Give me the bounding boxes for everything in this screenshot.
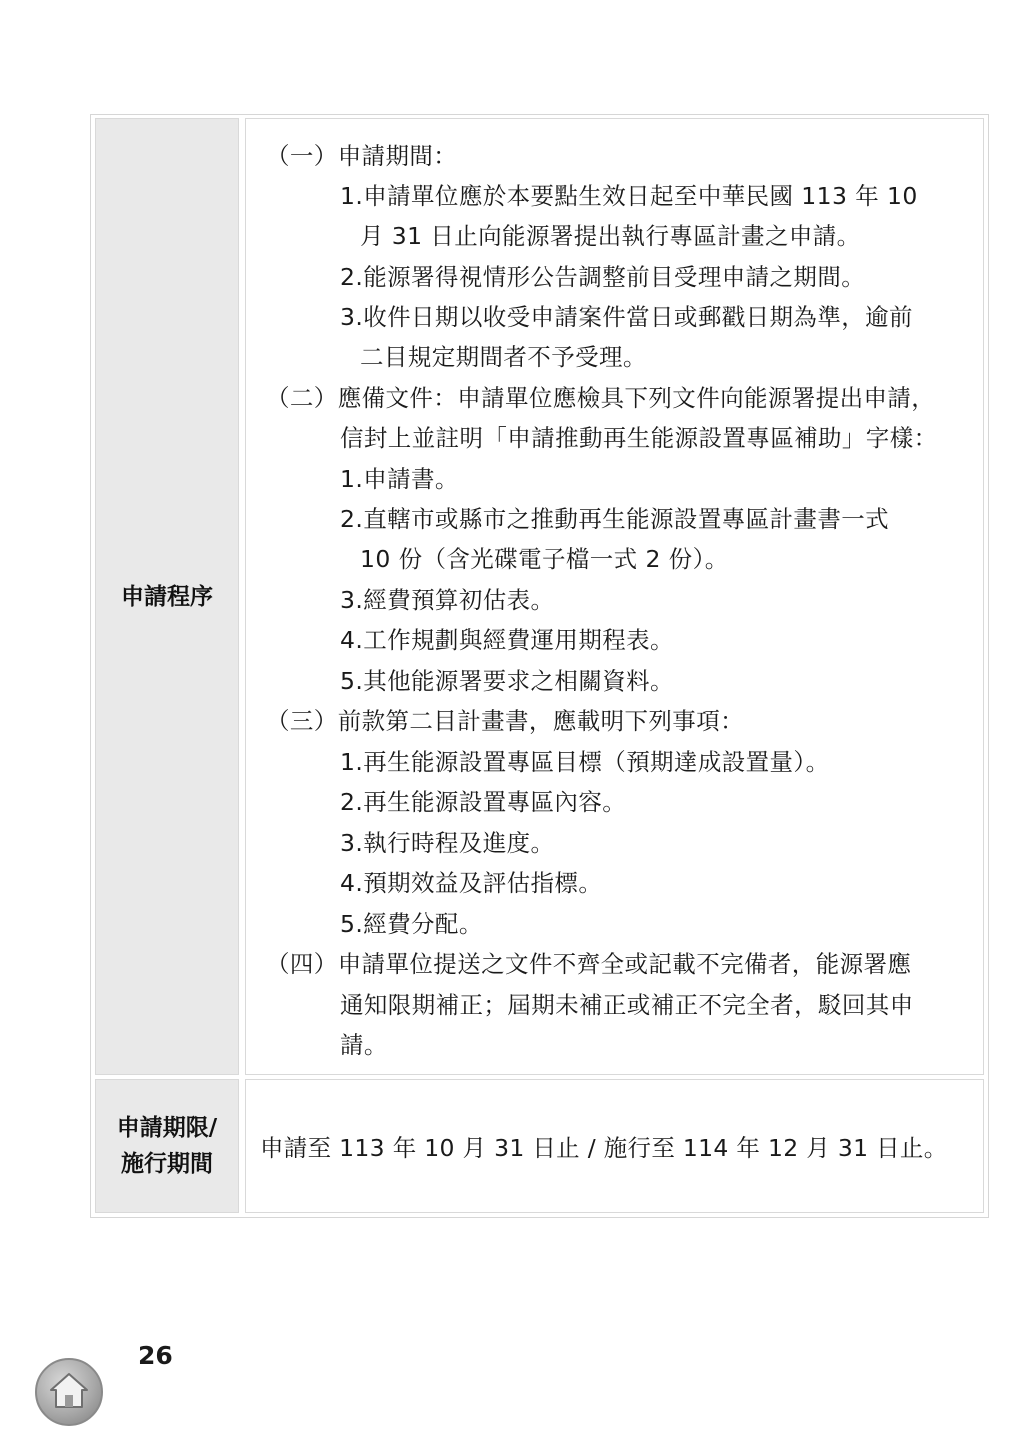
section-3-heading: （三）前款第二目計畫書，應載明下列事項： — [266, 707, 744, 735]
deadline-content — [245, 1079, 984, 1213]
section-2-item-5: 5.其他能源署要求之相關資料。 — [340, 667, 674, 695]
application-info-table — [90, 114, 989, 1218]
section-2-item-2: 2.直轄市或縣市之推動再生能源設置專區計畫書一式 — [340, 505, 890, 533]
section-4-heading-cont-2: 請。 — [340, 1031, 388, 1059]
section-3-item-5: 5.經費分配。 — [340, 910, 483, 938]
section-4-heading-cont: 通知限期補正；屆期未補正或補正不完全者，駁回其申 — [340, 991, 914, 1019]
section-2-item-1: 1.申請書。 — [340, 465, 459, 493]
section-3-item-3: 3.執行時程及進度。 — [340, 829, 555, 857]
row-label-line-1: 申請期限/ — [116, 1115, 218, 1141]
home-icon — [48, 1371, 90, 1411]
row-label-deadline — [95, 1079, 239, 1213]
section-2-heading: （二）應備文件：申請單位應檢具下列文件向能源署提出申請， — [266, 384, 936, 412]
section-2-item-3: 3.經費預算初估表。 — [340, 586, 555, 614]
section-3-item-4: 4.預期效益及評估指標。 — [340, 869, 603, 897]
section-1-item-1: 1.申請單位應於本要點生效日起至中華民國 113 年 10 — [340, 182, 918, 210]
section-2-item-4: 4.工作規劃與經費運用期程表。 — [340, 626, 674, 654]
row-label-text: 申請程序 — [121, 583, 213, 610]
row-label-line-2: 施行期間 — [121, 1151, 213, 1177]
section-2-item-2-cont: 10 份（含光碟電子檔一式 2 份）。 — [360, 545, 729, 573]
deadline-text: 申請至 113 年 10 月 31 日止 / 施行至 114 年 12 月 31 日止。 — [260, 1134, 948, 1162]
section-2-heading-cont: 信封上並註明「申請推動再生能源設置專區補助」字樣： — [340, 424, 938, 452]
section-1-heading: （一）申請期間： — [266, 142, 458, 170]
section-3-item-2: 2.再生能源設置專區內容。 — [340, 788, 627, 816]
section-1-item-3-cont: 二目規定期間者不予受理。 — [360, 343, 647, 371]
page-number: 26 — [138, 1341, 173, 1370]
section-1-item-1-cont: 月 31 日止向能源署提出執行專區計畫之申請。 — [360, 222, 861, 250]
section-3-item-1: 1.再生能源設置專區目標（預期達成設置量）。 — [340, 748, 830, 776]
section-1-item-3: 3.收件日期以收受申請案件當日或郵戳日期為準，逾前 — [340, 303, 913, 331]
section-4-heading: （四）申請單位提送之文件不齊全或記載不完備者，能源署應 — [266, 950, 912, 978]
row-label-application-procedure — [95, 118, 239, 1075]
section-1-item-2: 2.能源署得視情形公告調整前目受理申請之期間。 — [340, 263, 866, 291]
home-button[interactable] — [35, 1358, 103, 1426]
application-procedure-content — [245, 118, 984, 1075]
